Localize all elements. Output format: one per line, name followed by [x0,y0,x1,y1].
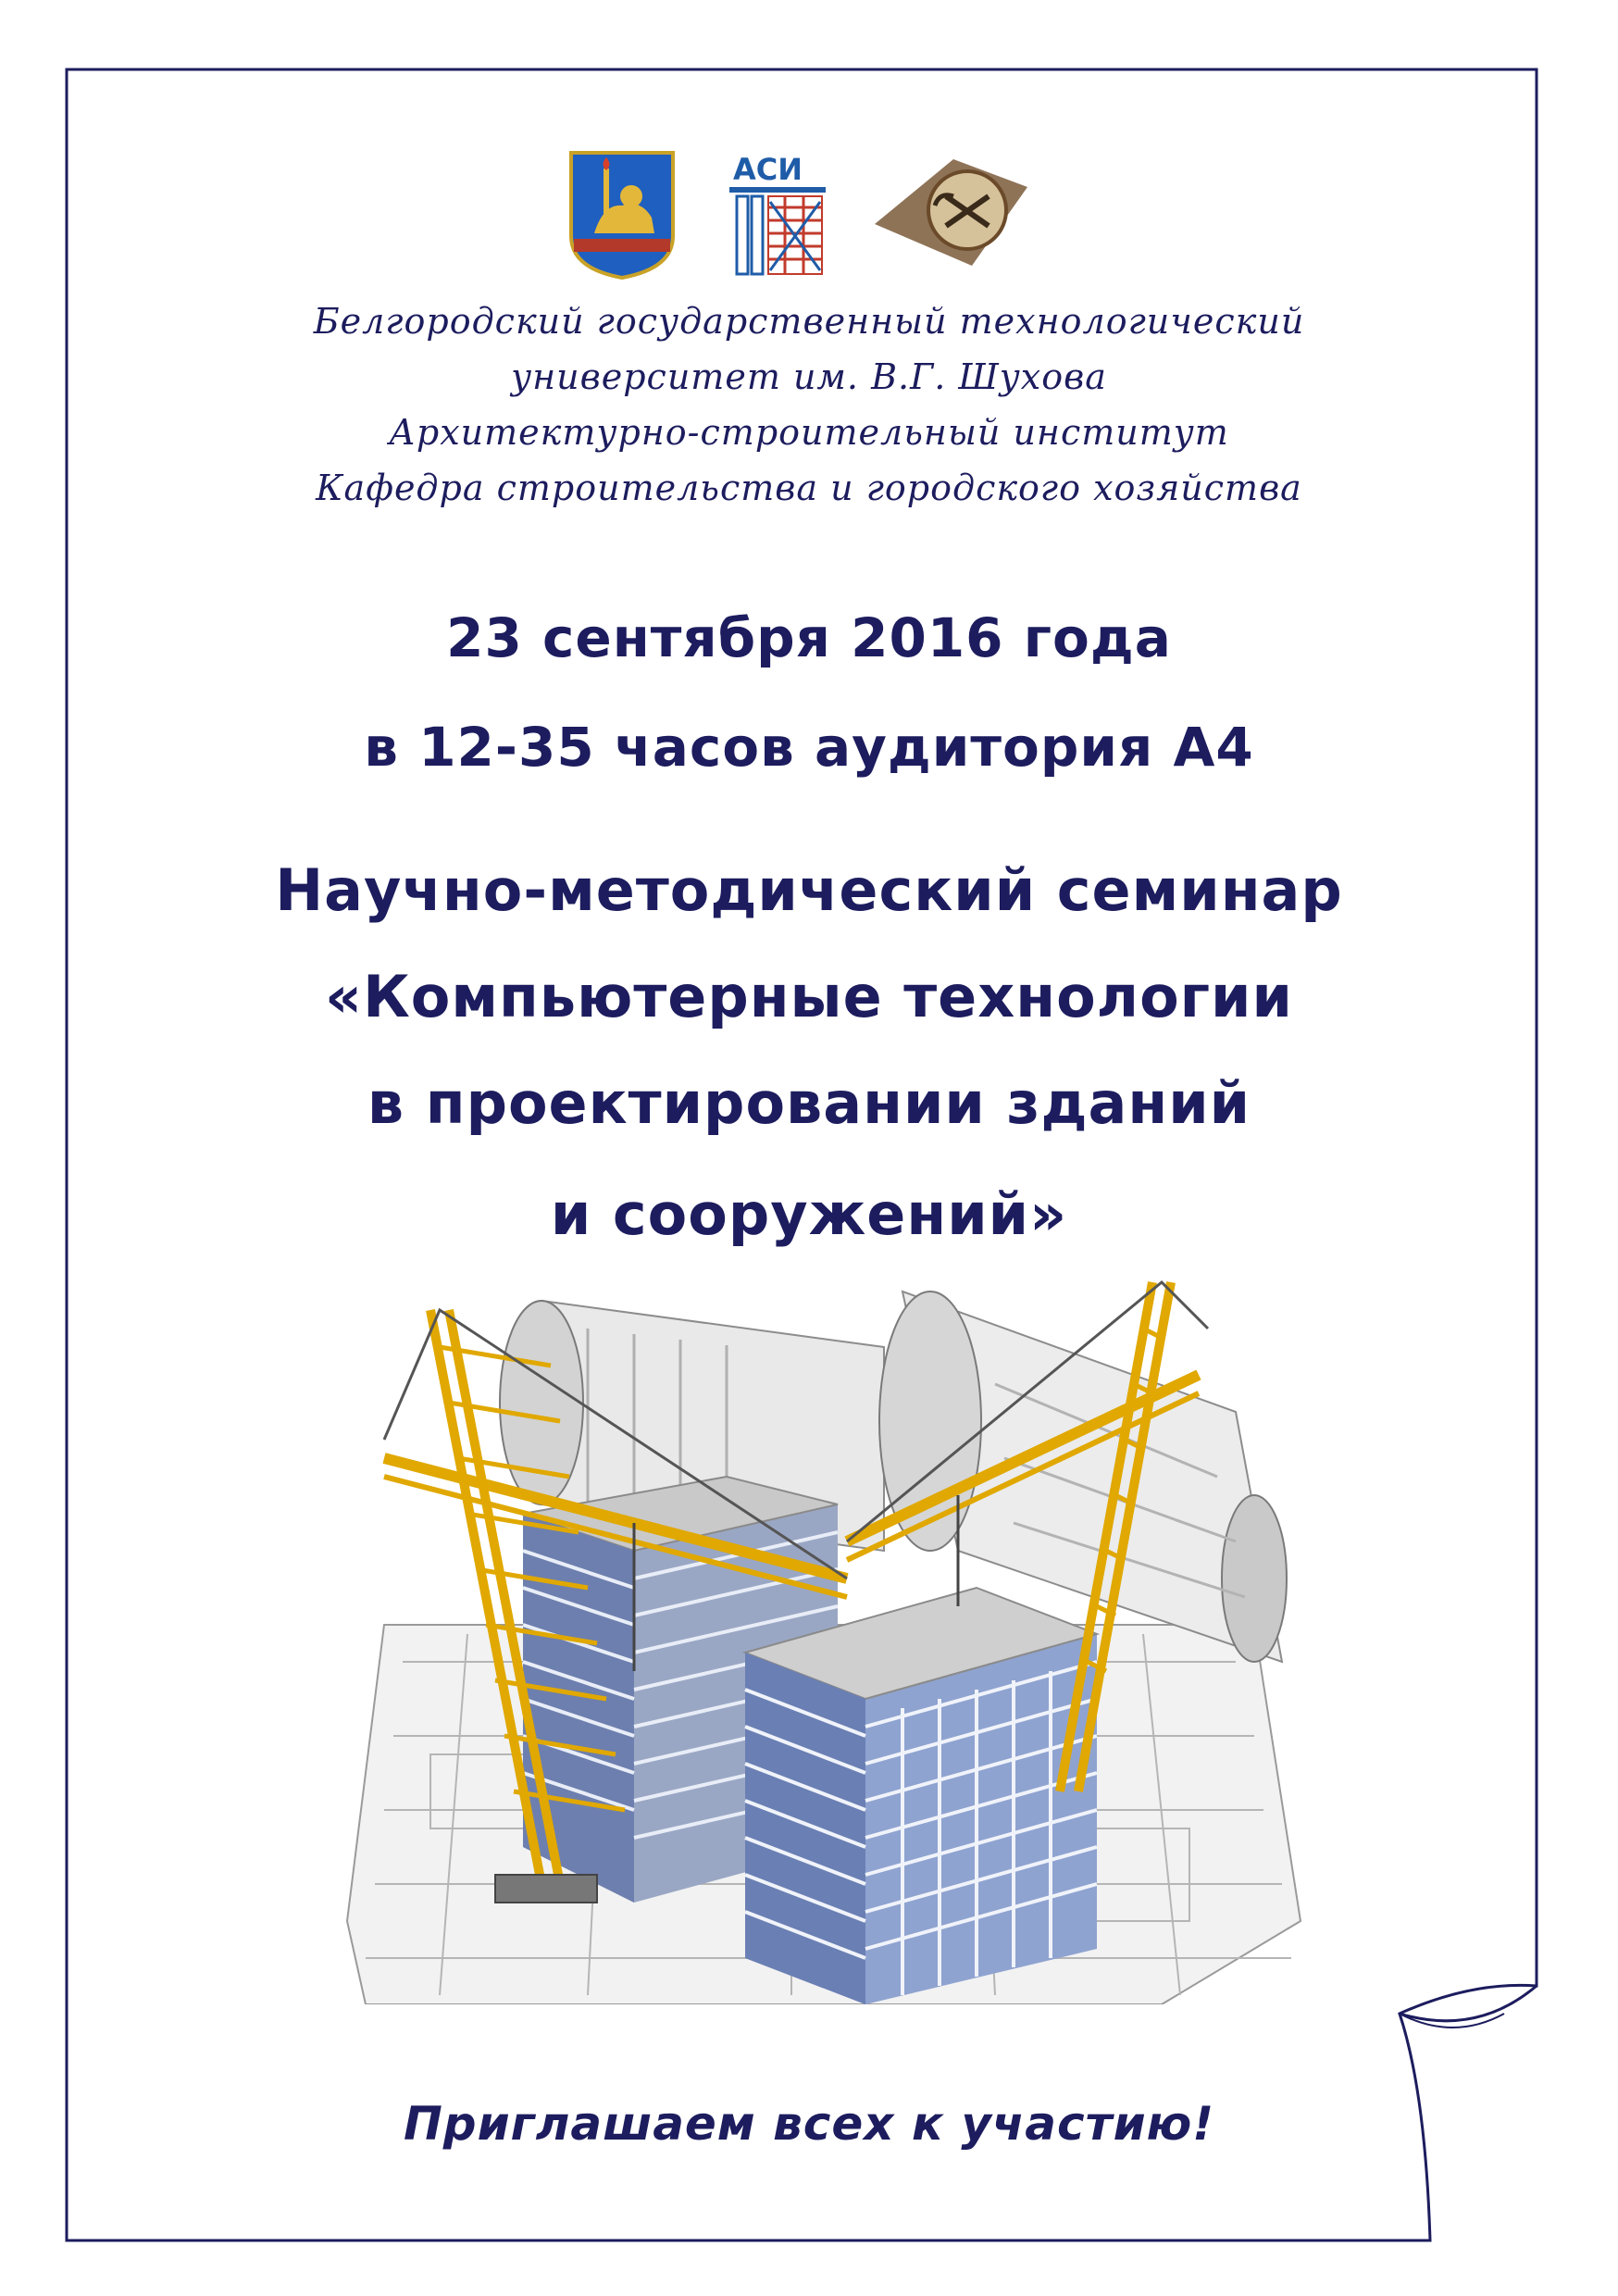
seminar-title-line-2: в проектировании зданий [367,1069,1251,1137]
department-logo-icon [870,150,1033,270]
event-date: 23 сентября 2016 года [446,606,1172,669]
seminar-type: Научно-методический семинар [275,856,1343,924]
asi-logo-text: АСИ [733,152,803,187]
organization-line-3: Архитектурно-строительный институт [389,412,1229,453]
construction-illustration [329,1273,1310,2004]
seminar-title-line-1: «Компьютерные технологии [325,963,1293,1030]
organization-line-4: Кафедра строительства и городского хозяйства [316,468,1302,508]
building-front [745,1588,1097,2004]
city-coat-of-arms-icon [566,148,678,280]
organization-line-2: университет им. В.Г. Шухова [511,356,1107,397]
invitation-text: Приглашаем всех к участию! [403,2097,1215,2151]
logo-row [0,139,1618,287]
event-time-place: в 12-35 часов аудитория А4 [364,716,1254,779]
asi-logo-icon [724,150,831,280]
organization-line-1: Белгородский государственный технологический [313,301,1305,342]
seminar-title-line-3: и сооружений» [550,1180,1068,1248]
